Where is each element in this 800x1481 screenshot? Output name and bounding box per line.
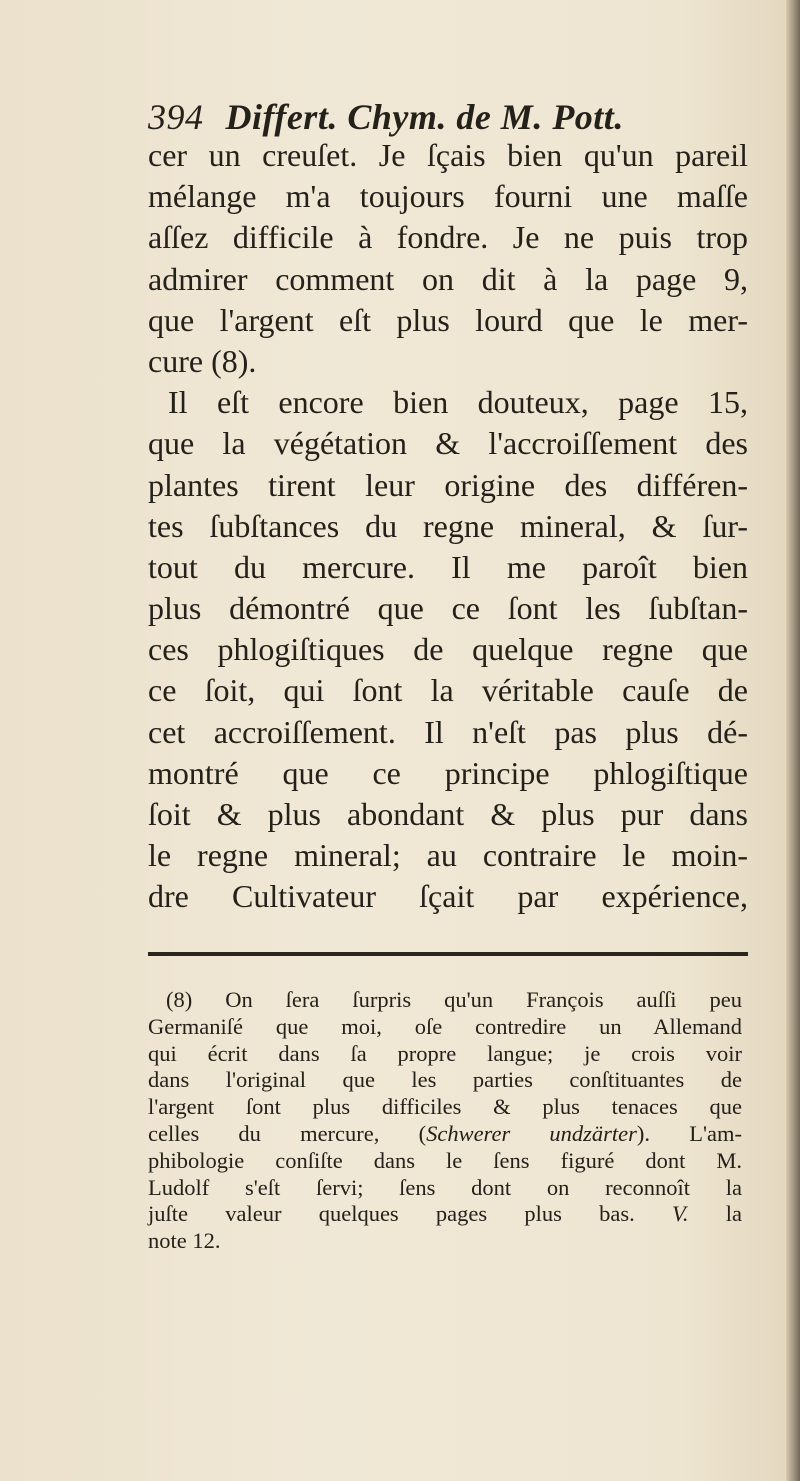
text-line: tes ſubſtances du regne mineral, & ſur- — [148, 507, 748, 544]
text-line: plus démontré que ce ſont les ſubſtan- — [148, 590, 748, 627]
text-line: ce ſoit, qui ſont la véritable cauſe de — [148, 672, 748, 709]
footnote-line — [148, 1201, 742, 1228]
footnote-text: la — [688, 1201, 742, 1227]
text-line: ſoit & plus abondant & plus pur dans — [148, 796, 748, 832]
text-line: cure (8). — [148, 342, 257, 379]
see-abbrev: V. — [672, 1201, 689, 1227]
text-line: que la végétation & l'accroiſſement des — [148, 425, 748, 462]
footnote-line: Germaniſé que moi, oſe contredire un Allemand — [148, 1013, 742, 1039]
text-line: cet accroiſſement. Il n'eſt pas plus dé- — [148, 713, 748, 750]
footnote-line: note 12. — [148, 1228, 221, 1254]
text-line: cer un creuſet. Je ſçais bien qu'un pareil — [148, 137, 748, 173]
footnote-line: qui écrit dans ſa propre langue; je crois voir — [148, 1040, 742, 1066]
text-line: montré que ce principe phlogiſtique — [148, 754, 748, 791]
text-line: admirer comment on dit à la page 9, — [148, 260, 748, 297]
footnote-rule — [148, 952, 748, 956]
text-line: aſſez difficile à fondre. Je ne puis trop — [148, 219, 748, 256]
text-line: tout du mercure. Il me paroît bien — [148, 548, 748, 585]
footnote-line: dans l'original que les parties conſtituantes de — [148, 1067, 742, 1093]
text-line: Il eſt encore bien douteux, page 15, — [168, 384, 748, 421]
footnote-text: celles du mercure, ( — [148, 1120, 427, 1146]
text-line: ces phlogiſtiques de quelque regne que — [148, 631, 748, 668]
footnote-line: l'argent ſont plus difficiles & plus tenaces que — [148, 1094, 742, 1120]
text-line: le regne mineral; au contraire le moin- — [148, 837, 748, 874]
footnote-text: ). L'am- — [636, 1120, 742, 1146]
footnote — [148, 987, 742, 1255]
footnote-line: Ludolf s'eſt ſervi; ſens dont on reconnoît la — [148, 1174, 742, 1200]
running-header — [148, 96, 668, 138]
text-line: dre Cultivateur ſçait par expérience, — [148, 878, 748, 915]
german-quote: Schwerer undzärter — [426, 1120, 637, 1146]
page-number: 394 — [148, 97, 204, 137]
footnote-line: (8) On ſera ſurpris qu'un François auſſi peu — [166, 987, 742, 1012]
page-edge — [786, 0, 800, 1481]
text-line: que l'argent eſt plus lourd que le mer- — [148, 301, 748, 338]
main-text — [148, 135, 748, 918]
footnote-line: phibologie conſiſte dans le ſens figuré dont M. — [148, 1147, 742, 1173]
text-line: mélange m'a toujours fourni une maſſe — [148, 178, 748, 215]
running-title: Differt. Chym. de M. Pott. — [225, 97, 624, 137]
footnote-line — [148, 1121, 742, 1148]
text-line: plantes tirent leur origine des différen- — [148, 466, 748, 503]
footnote-text: juſte valeur quelques pages plus bas. — [148, 1201, 673, 1227]
